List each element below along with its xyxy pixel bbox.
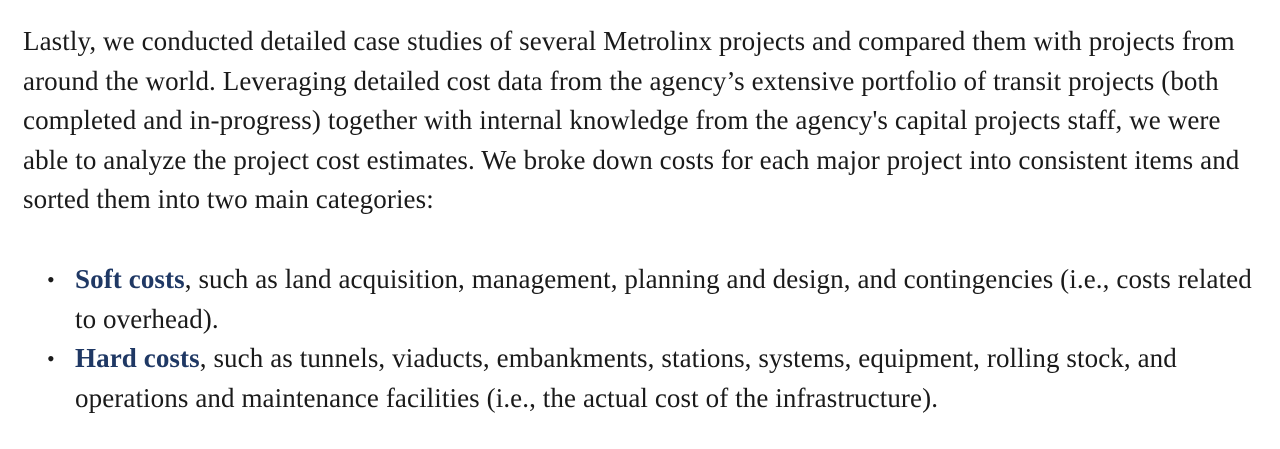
cost-category-list [23,260,1268,418]
bullet-icon: • [47,266,55,292]
hard-costs-term: Hard costs [75,343,200,374]
document-body [23,22,1268,418]
list-item-hard-costs [23,339,1268,418]
hard-costs-description: , such as tunnels, viaducts, embankments, stations, systems, equipment, rolling stock, and operations and maintenance facilities (i.e., the actual cost of the infrastructure). [75,343,1177,413]
soft-costs-description: , such as land acquisition, management, planning and design, and contingencies (i.e., costs related to overhead). [75,263,1252,334]
bullet-icon: • [47,346,55,372]
list-item-soft-costs [23,260,1268,339]
intro-paragraph: Lastly, we conducted detailed case studies of several Metrolinx projects and compared them with projects from around the world. Leveraging detailed cost data from the agency’s extensive portfolio of transit projects (both completed and in-progress) together with internal knowledge from the agency's capital projects staff, we were able to analyze the project cost estimates. We broke down costs for each major project into consistent items and sorted them into two main categories: [23,26,1240,215]
soft-costs-term: Soft costs [75,263,185,294]
